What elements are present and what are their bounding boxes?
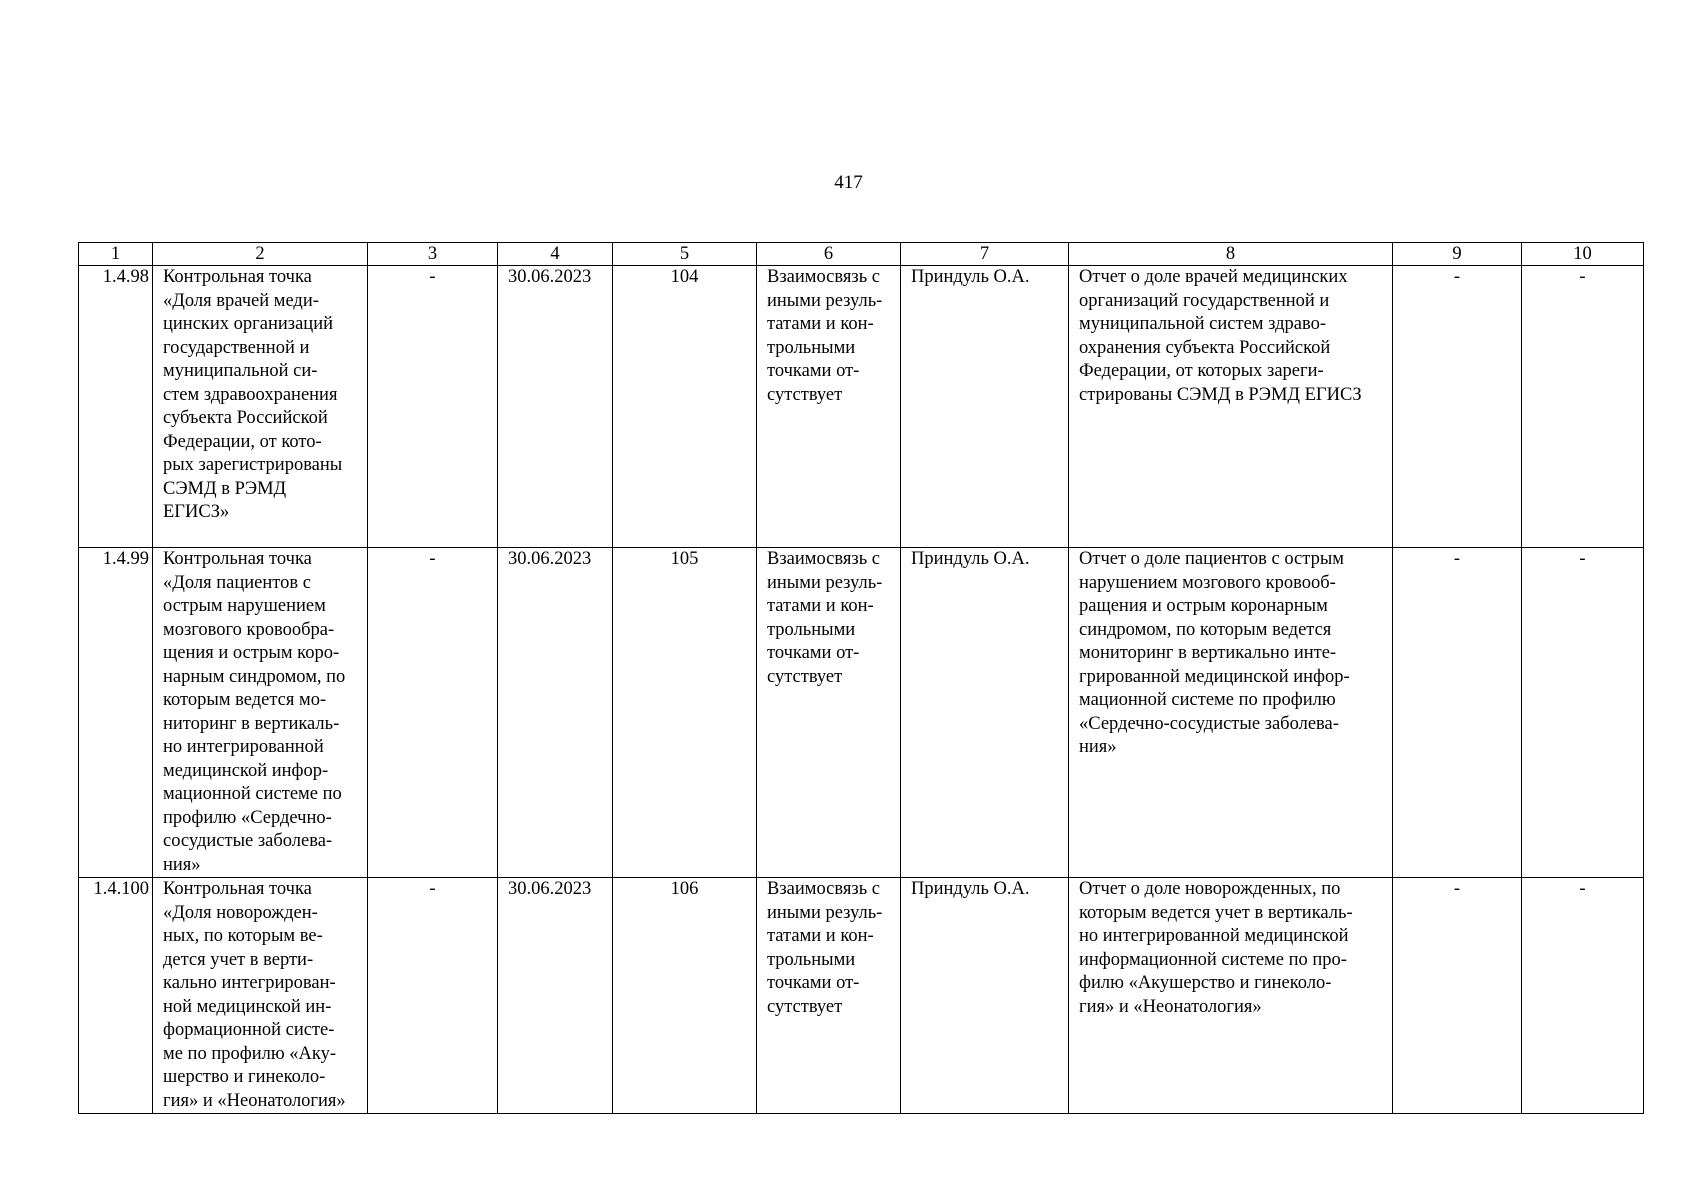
row-col3: - xyxy=(368,878,498,1114)
row-document: Отчет о доле пациентов с острым нарушением мозгового кровооб- ращения и острым коронарным синдромом, по которым ведется мониторинг в вертикально инте- грированной медицинской инфор- мационной системе по профилю «Сердечно-сосудистые заболева- ния» xyxy=(1069,548,1393,878)
row-date: 30.06.2023 xyxy=(498,548,613,878)
row-col10: - xyxy=(1522,548,1644,878)
table-row xyxy=(79,548,1644,878)
column-header-10: 10 xyxy=(1522,243,1644,266)
row-date: 30.06.2023 xyxy=(498,266,613,548)
row-id: 1.4.100 xyxy=(79,878,153,1114)
row-col9: - xyxy=(1393,266,1522,548)
row-relation: Взаимосвязь с иными резуль- татами и кон- трольными точками от- сутствует xyxy=(757,266,901,548)
column-header-1: 1 xyxy=(79,243,153,266)
page-number: 417 xyxy=(834,172,863,193)
row-col9: - xyxy=(1393,878,1522,1114)
row-col10: - xyxy=(1522,266,1644,548)
row-col3: - xyxy=(368,548,498,878)
row-col3: - xyxy=(368,266,498,548)
row-responsible: Приндуль О.А. xyxy=(901,548,1069,878)
row-col9: - xyxy=(1393,548,1522,878)
column-header-9: 9 xyxy=(1393,243,1522,266)
row-col10: - xyxy=(1522,878,1644,1114)
column-header-6: 6 xyxy=(757,243,901,266)
row-document: Отчет о доле новорожденных, по которым ведется учет в вертикаль- но интегрированной медицинской информационной системе по про- филю «Акушерство и гинеколо- гия» и «Неонатология» xyxy=(1069,878,1393,1114)
row-name: Контрольная точка «Доля новорожден- ных, по которым ве- дется учет в верти- кально интегрирован- ной медицинской ин- формационной систе- ме по профилю «Аку- шерство и гинеколо- гия» и «Неонатология» xyxy=(153,878,368,1114)
row-name: Контрольная точка «Доля врачей меди- цинских организаций государственной и муниципальной си- стем здравоохранения субъекта Российской Федерации, от кото- рых зарегистрированы СЭМД в РЭМД ЕГИСЗ» xyxy=(153,266,368,548)
row-id: 1.4.98 xyxy=(79,266,153,548)
table-row xyxy=(79,266,1644,548)
table-header-row xyxy=(79,243,1644,266)
row-id: 1.4.99 xyxy=(79,548,153,878)
row-number: 106 xyxy=(613,878,757,1114)
column-header-5: 5 xyxy=(613,243,757,266)
row-number: 104 xyxy=(613,266,757,548)
column-header-7: 7 xyxy=(901,243,1069,266)
column-header-4: 4 xyxy=(498,243,613,266)
row-name: Контрольная точка «Доля пациентов с острым нарушением мозгового кровообра- щения и острым коро- нарным синдромом, по которым ведется мо- ниторинг в вертикаль- но интегрированной медицинской инфор- мационной системе по профилю «Сердечно- сосудистые заболева- ния» xyxy=(153,548,368,878)
row-document: Отчет о доле врачей медицинских организаций государственной и муниципальной систем здраво- охранения субъекта Российской Федерации, от которых зареги- стрированы СЭМД в РЭМД ЕГИСЗ xyxy=(1069,266,1393,548)
row-relation: Взаимосвязь с иными резуль- татами и кон- трольными точками от- сутствует xyxy=(757,548,901,878)
control-points-table xyxy=(78,242,1644,1114)
row-responsible: Приндуль О.А. xyxy=(901,878,1069,1114)
column-header-8: 8 xyxy=(1069,243,1393,266)
row-relation: Взаимосвязь с иными резуль- татами и кон- трольными точками от- сутствует xyxy=(757,878,901,1114)
row-number: 105 xyxy=(613,548,757,878)
row-responsible: Приндуль О.А. xyxy=(901,266,1069,548)
column-header-2: 2 xyxy=(153,243,368,266)
row-date: 30.06.2023 xyxy=(498,878,613,1114)
table-row xyxy=(79,878,1644,1114)
column-header-3: 3 xyxy=(368,243,498,266)
